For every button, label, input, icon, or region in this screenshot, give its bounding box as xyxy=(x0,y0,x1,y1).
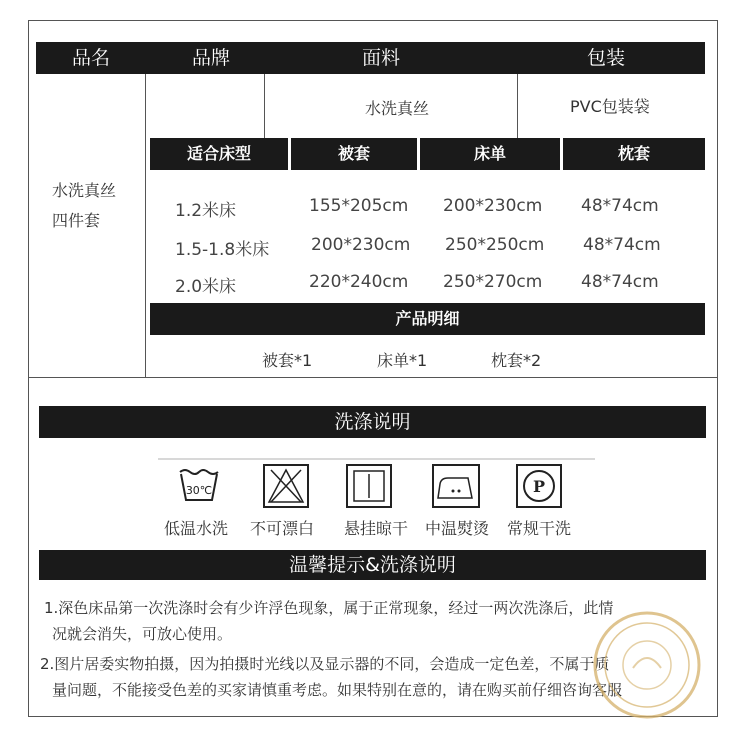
dry-clean-label: 常规干洗 xyxy=(507,519,572,538)
size-cell: 200*230cm xyxy=(443,196,543,216)
spec-header-bar xyxy=(36,42,705,74)
no-bleach-icon xyxy=(263,464,307,508)
washing-title-bar xyxy=(39,406,706,438)
iron-medium-icon xyxy=(432,464,476,508)
hang-dry-label: 悬挂晾干 xyxy=(344,519,409,538)
tips-title: 温馨提示&洗涤说明 xyxy=(289,554,456,576)
header-product: 品名 xyxy=(71,47,110,69)
size-cell: 2.0米床 xyxy=(175,277,237,297)
size-cell: 250*270cm xyxy=(443,272,543,292)
grid-line xyxy=(264,74,265,138)
size-cell: 250*250cm xyxy=(445,235,545,255)
icon-shelf xyxy=(158,458,595,460)
details-title-bar xyxy=(150,303,705,335)
size-cell: 48*74cm xyxy=(581,272,659,292)
size-cell: 220*240cm xyxy=(309,272,409,292)
header-packaging: 包装 xyxy=(586,47,625,69)
packaging-value: PVC包装袋 xyxy=(570,97,650,116)
product-name-line-1: 水洗真丝 xyxy=(52,181,117,200)
grid-line xyxy=(517,74,518,138)
details-item: 枕套*2 xyxy=(491,351,542,370)
size-cell: 155*205cm xyxy=(309,196,409,216)
header-brand: 品牌 xyxy=(191,47,230,69)
iron-medium-label: 中温熨烫 xyxy=(425,519,490,538)
svg-text:30℃: 30℃ xyxy=(185,484,213,497)
grid-line xyxy=(29,377,717,378)
no-bleach-label: 不可漂白 xyxy=(250,519,315,538)
product-name-line-2: 四件套 xyxy=(52,211,101,230)
wash-30-label: 低温水洗 xyxy=(164,519,229,538)
size-cell: 48*74cm xyxy=(581,196,659,216)
tip-2-line-2: 量问题，不能接受色差的买家请慎重考虑。如果特别在意的，请在购买前仔细咨询客服 xyxy=(52,681,623,699)
size-col-bed: 适合床型 xyxy=(150,138,288,170)
hang-dry-icon xyxy=(346,464,390,508)
size-cell: 1.5-1.8米床 xyxy=(175,240,270,260)
header-fabric: 面料 xyxy=(361,47,400,69)
brand-stamp-icon xyxy=(592,610,702,720)
tip-1-line-1: 1.深色床品第一次洗涤时会有少许浮色现象，属于正常现象，经过一两次洗涤后，此情 xyxy=(44,599,614,617)
size-cell: 1.2米床 xyxy=(175,201,237,221)
details-item: 床单*1 xyxy=(377,351,428,370)
dry-clean-icon xyxy=(516,464,560,508)
details-item: 被套*1 xyxy=(262,351,313,370)
size-col-sheet: 床单 xyxy=(420,138,560,170)
wash-30-icon xyxy=(177,466,221,510)
size-cell: 48*74cm xyxy=(583,235,661,255)
size-cell: 200*230cm xyxy=(311,235,411,255)
size-col-pillow: 枕套 xyxy=(563,138,705,170)
tip-1-line-2: 况就会消失，可放心使用。 xyxy=(52,625,233,643)
tips-title-bar xyxy=(39,550,706,580)
washing-title: 洗涤说明 xyxy=(334,411,411,433)
size-col-duvet: 被套 xyxy=(291,138,417,170)
tip-2-line-1: 2.图片居委实物拍摄，因为拍摄时光线以及显示器的不同，会造成一定色差，不属于质 xyxy=(40,655,610,673)
grid-line xyxy=(145,74,146,378)
fabric-value: 水洗真丝 xyxy=(365,99,430,118)
svg-text:P: P xyxy=(532,477,546,496)
details-title: 产品明细 xyxy=(395,309,460,328)
